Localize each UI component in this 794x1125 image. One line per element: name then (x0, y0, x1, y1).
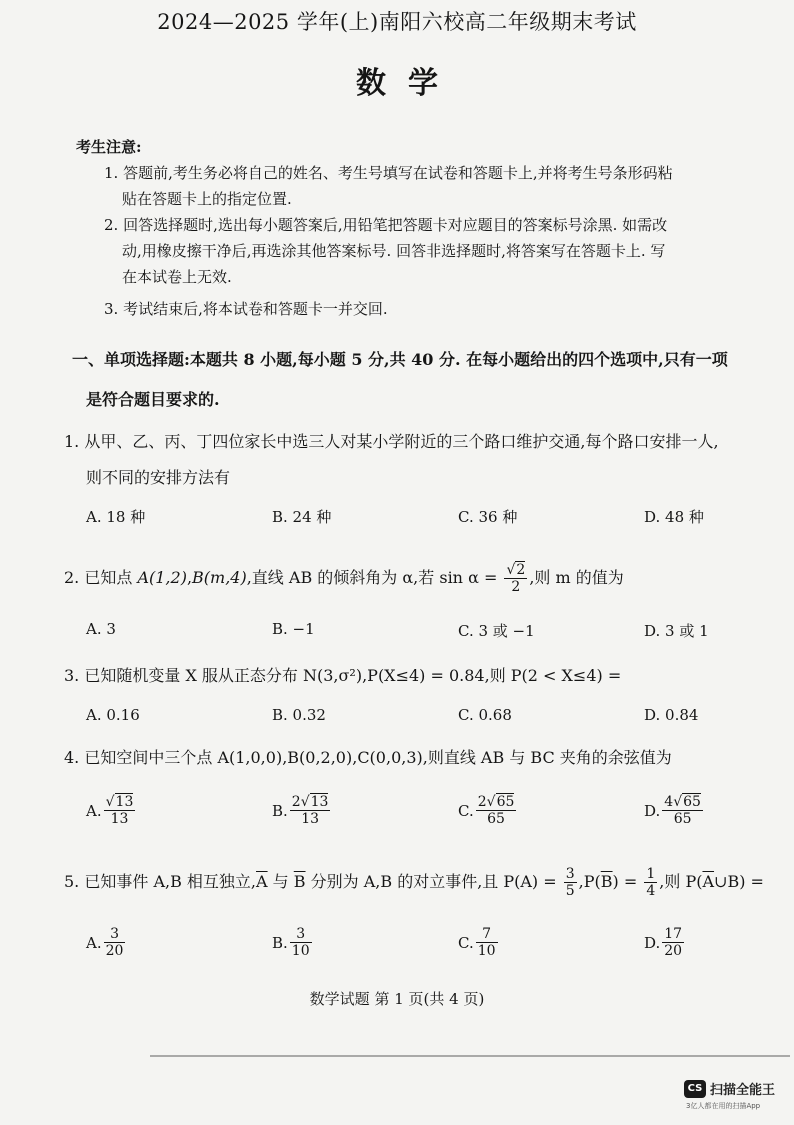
q2-frac-num: 2 (516, 562, 526, 578)
section-1-line-1: 一、单项选择题:本题共 8 小题,每小题 5 分,共 40 分. 在每小题给出的四个选项中,只有一项 (72, 350, 728, 369)
q2-point-a: A(1,2) (137, 568, 187, 587)
notice-item-2 (104, 212, 774, 290)
q5-pb-fraction: $\frac{1}{4}$ (646, 866, 656, 899)
q1-option-a[interactable]: A. 18 种 (86, 508, 146, 526)
notice-item-3: 3. 考试结束后,将本试卷和答题卡一并交回. (104, 300, 388, 318)
q2-option-a[interactable]: A. 3 (86, 620, 116, 638)
q2-point-b: B(m,4) (192, 568, 247, 587)
notice-item-2-line-2: 动,用橡皮擦干净后,再选涂其他答案标号. 回答非选择题时,将答案写在答题卡上. 写 (122, 242, 666, 260)
camscanner-logo-icon: CS (684, 1080, 706, 1098)
q5-option-b[interactable]: B. $\frac{3}{10}$ (272, 926, 310, 959)
q2-frac-den: 2 (511, 579, 521, 595)
q1-option-c[interactable]: C. 36 种 (458, 508, 518, 526)
question-1-line-1: 1. 从甲、乙、丙、丁四位家长中选三人对某小学附近的三个路口维护交通,每个路口安排一人, (64, 432, 719, 451)
q3-option-a[interactable]: A. 0.16 (86, 706, 140, 724)
q2-fraction: $\frac{√2}{2}$ (506, 562, 526, 595)
q3-option-b[interactable]: B. 0.32 (272, 706, 326, 724)
question-3: 3. 已知随机变量 X 服从正态分布 N(3,σ²),P(X≤4) = 0.84,则 P(2 < X≤4) = (64, 666, 622, 685)
q2-option-c[interactable]: C. 3 或 −1 (458, 622, 535, 640)
notice-item-2-line-1: 2. 回答选择题时,选出每小题答案后,用铅笔把答题卡对应题目的答案标号涂黑. 如需改 (104, 216, 668, 234)
section-1-heading (72, 340, 778, 420)
section-1-line-2: 是符合题目要求的. (86, 390, 220, 409)
question-1-options (86, 506, 786, 546)
scanner-tagline: 3亿人都在用的扫描App (686, 1102, 761, 1110)
notice-item-1 (104, 160, 774, 212)
q4-option-c[interactable]: C. $\frac{2√65}{65}$ (458, 794, 515, 827)
q5-pa-fraction: $\frac{3}{5}$ (565, 866, 575, 899)
notice-item-2-line-3: 在本试卷上无效. (122, 268, 232, 286)
question-2-options (86, 620, 786, 660)
q2-prefix: 2. 已知点 (64, 568, 138, 587)
q5-option-c[interactable]: C. $\frac{7}{10}$ (458, 926, 496, 959)
q1-option-d[interactable]: D. 48 种 (644, 508, 704, 526)
q4-option-a[interactable]: A. $\frac{√13}{13}$ (86, 794, 134, 827)
subject-title: 数学 (356, 66, 460, 101)
notice-title: 考生注意: (76, 138, 142, 156)
notice-item-1-line-2: 贴在答题卡上的指定位置. (122, 190, 292, 208)
q2-option-d[interactable]: D. 3 或 1 (644, 622, 709, 640)
page-footer: 数学试题 第 1 页(共 4 页) (309, 990, 485, 1008)
question-5: 5. 已知事件 A,B 相互独立$,\overline{A}$ 与 $\overline{B}$ 分别为 A,B 的对立事件,且 P(A) = $\frac{3}{5}$ $,P(\overline{B})$ = $\frac{1}{4}$ ,则 $P(\overline{A}\cup B)$ = (64, 866, 764, 899)
q2-mid: ,直线 AB 的倾斜角为 α,若 sin α = (246, 568, 503, 587)
question-4: 4. 已知空间中三个点 A(1,0,0),B(0,2,0),C(0,0,3),则直线 AB 与 BC 夹角的余弦值为 (64, 748, 672, 767)
q3-option-c[interactable]: C. 0.68 (458, 706, 512, 724)
q3-option-d[interactable]: D. 0.84 (644, 706, 699, 724)
question-2 (64, 560, 780, 596)
q5-option-a[interactable]: A. $\frac{3}{20}$ (86, 926, 124, 959)
scan-edge-line (150, 1055, 790, 1057)
q2-suffix: ,则 m 的值为 (529, 568, 624, 587)
q4-option-b[interactable]: B. $\frac{2√13}{13}$ (272, 794, 329, 827)
q1-option-b[interactable]: B. 24 种 (272, 508, 332, 526)
q4-option-d[interactable]: D. $\frac{4√65}{65}$ (644, 794, 701, 827)
q2-option-b[interactable]: B. −1 (272, 620, 315, 638)
scanner-app-name: 扫描全能王 (710, 1083, 776, 1098)
question-5-options (86, 926, 786, 966)
q5-option-d[interactable]: D. $\frac{17}{20}$ (644, 926, 683, 959)
q2-sep: , (186, 568, 193, 587)
question-1 (64, 424, 780, 496)
question-4-options (86, 794, 786, 834)
notice-item-1-line-1: 1. 答题前,考生务必将自己的姓名、考生号填写在试卷和答题卡上,并将考生号条形码粘 (104, 164, 673, 182)
exam-title: 2024—2025 学年(上)南阳六校高二年级期末考试 (157, 10, 637, 34)
question-1-line-2: 则不同的安排方法有 (86, 468, 231, 487)
